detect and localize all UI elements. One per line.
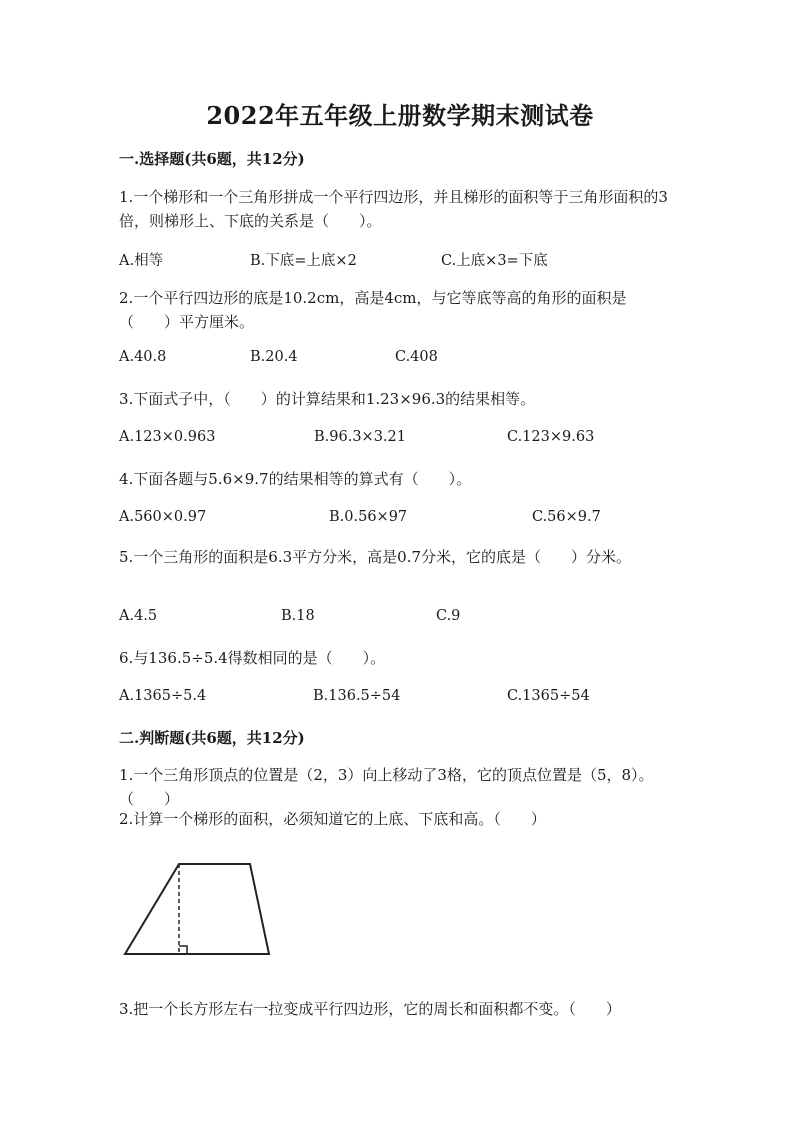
choice-question-4: 4.下面各题与5.6×9.7的结果相等的算式有（ ）。 [119, 470, 472, 488]
q4-option-b: B.0.56×97 [329, 509, 408, 525]
q1-option-c: C.上底×3=下底 [441, 253, 548, 269]
judgment-question-3: 3.把一个长方形左右一拉变成平行四边形，它的周长和面积都不变。（ ） [119, 1000, 621, 1018]
q3-option-c: C.123×9.63 [507, 429, 595, 445]
q5-option-a: A.4.5 [119, 608, 158, 624]
section-heading-choice: 一.选择题(共6题，共12分) [119, 150, 305, 168]
choice-question-3: 3.下面式子中，（ ）的计算结果和1.23×96.3的结果相等。 [119, 390, 536, 408]
q5-option-b: B.18 [281, 608, 315, 624]
q6-option-b: B.136.5÷54 [313, 688, 401, 704]
q2-option-b: B.20.4 [250, 349, 298, 365]
choice-question-2: 2.一个平行四边形的底是10.2cm，高是4cm，与它等底等高的角形的面积是（ ）平方厘米。 [119, 289, 627, 331]
q6-option-c: C.1365÷54 [507, 688, 590, 704]
section-heading-judgment: 二.判断题(共6题，共12分) [119, 729, 305, 747]
q1-option-a: A.相等 [119, 253, 164, 269]
trapezoid-shape [125, 864, 269, 954]
right-angle-marker [179, 946, 187, 954]
q4-option-c: C.56×9.7 [532, 509, 601, 525]
q3-option-b: B.96.3×3.21 [314, 429, 406, 445]
q2-option-c: C.408 [395, 349, 438, 365]
page-title: 2022年五年级上册数学期末测试卷 [206, 101, 594, 130]
choice-question-6: 6.与136.5÷5.4得数相同的是（ ）。 [119, 649, 386, 667]
q2-option-a: A.40.8 [119, 349, 167, 365]
q3-option-a: A.123×0.963 [119, 429, 216, 445]
q4-option-a: A.560×0.97 [119, 509, 207, 525]
q6-option-a: A.1365÷5.4 [119, 688, 207, 704]
choice-question-5: 5.一个三角形的面积是6.3平方分米，高是0.7分米，它的底是（ ）分米。 [119, 548, 632, 566]
judgment-question-2: 2.计算一个梯形的面积，必须知道它的上底、下底和高。（ ） [119, 810, 546, 828]
q1-option-b: B.下底=上底×2 [250, 253, 357, 269]
trapezoid-with-height-diagram [118, 858, 278, 962]
judgment-question-1: 1.一个三角形顶点的位置是（2，3）向上移动了3格，它的顶点位置是（5，8）。（ ） [119, 766, 654, 808]
choice-question-1: 1.一个梯形和一个三角形拼成一个平行四边形，并且梯形的面积等于三角形面积的3倍，则梯形上、下底的关系是（ ）。 [119, 188, 668, 230]
q5-option-c: C.9 [436, 608, 461, 624]
